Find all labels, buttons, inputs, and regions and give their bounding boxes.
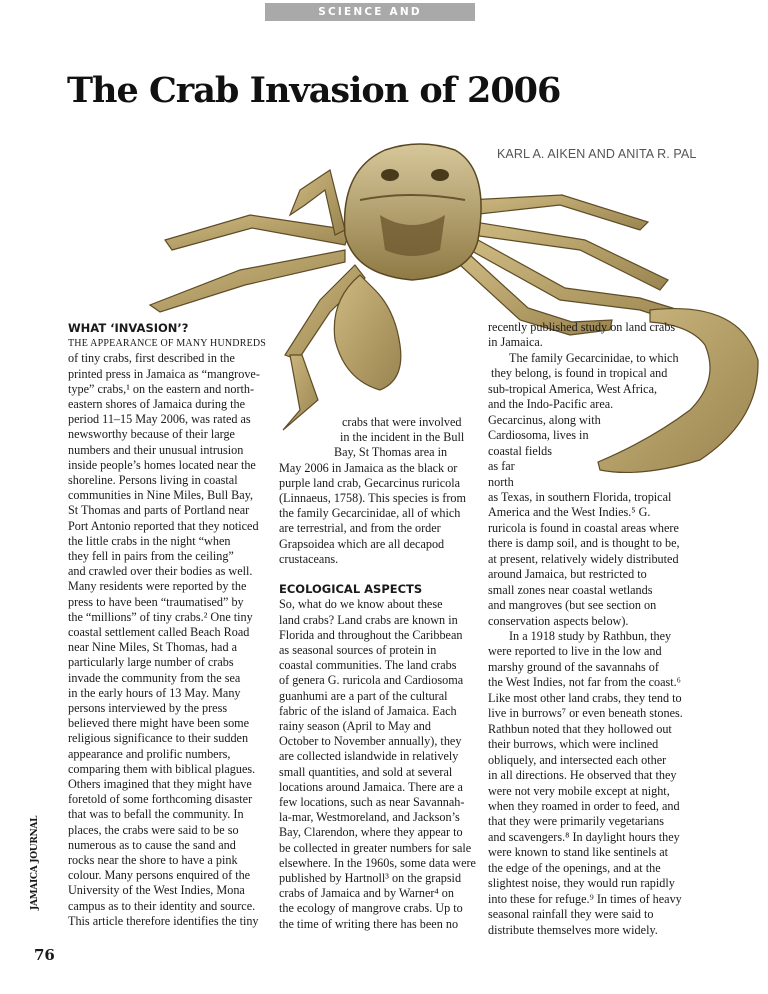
text-line: locations around Jamaica. There are a	[279, 779, 463, 794]
text-line: the family Gecarcinidae, all of which	[279, 506, 461, 521]
text-line: la-mar, Westmoreland, and Jackson’s	[279, 810, 460, 825]
text-line: slightest noise, they would run rapidly	[488, 876, 675, 891]
text-line: persons interviewed by the press	[68, 701, 228, 715]
article-authors: KARL A. AIKEN AND ANITA R. PAL	[497, 147, 697, 161]
text-line: purple land crab, Gecarcinus ruricola	[279, 475, 461, 490]
text-line: Port Antonio reported that they noticed	[68, 518, 259, 533]
text-line: and scavengers.⁸ In daylight hours they	[488, 829, 680, 844]
text-line: particularly large number of crabs	[68, 655, 234, 670]
text-line: THE APPEARANCE OF MANY HUNDREDS	[68, 338, 267, 350]
text-line: This article therefore identifies the tiny	[68, 913, 259, 928]
section-heading: WHAT ‘INVASION’?	[68, 321, 189, 335]
text-line: In a 1918 study by Rathbun, they	[509, 629, 672, 643]
text-line: coastal settlement called Beach Road	[68, 625, 250, 639]
text-line: elsewhere. In the 1960s, some data were	[279, 855, 476, 870]
text-line: and the Indo-Pacific area.	[488, 397, 614, 412]
text-line: Like most other land crabs, they tend to	[488, 690, 682, 705]
text-line: are terrestrial, and from the order	[279, 521, 441, 536]
text-line: obliquely, and intersected each other	[488, 752, 667, 767]
text-line: distribute themselves more widely.	[488, 922, 658, 937]
text-line: sub-tropical America, West Africa,	[488, 381, 658, 396]
text-line: rainy season (April to May and	[279, 719, 431, 733]
text-line: land crabs? Land crabs are known in	[279, 612, 458, 627]
text-line: are collected islandwide in relatively	[279, 749, 459, 764]
text-line: the little crabs in the night “when	[68, 533, 231, 548]
text-line: comparing them with biblical plagues.	[68, 761, 256, 776]
text-line: places, the crabs were said to be so	[68, 822, 239, 837]
text-line: Grapsoidea which are all decapod	[279, 536, 445, 551]
text-line: press to have been “traumatised” by	[68, 594, 244, 609]
text-line: crabs of Jamaica and by Warner⁴ on	[279, 886, 454, 901]
text-line: in the incident in the Bull	[340, 430, 465, 445]
text-line: ruricola is found in coastal areas where	[488, 520, 679, 535]
section-label: SCIENCE AND TECHNOLOGY	[265, 3, 475, 21]
text-line: seasonal rainfall they were said to	[488, 907, 654, 922]
text-line: printed press in Jamaica as “mangrove-	[68, 366, 260, 381]
text-line: the time of writing there has been no	[279, 916, 459, 931]
text-line: newsworthy because of their large	[68, 427, 235, 442]
text-line: published by Hartnoll³ on the grapsid	[279, 871, 462, 885]
text-line: Bay, St Thomas area in	[334, 445, 448, 460]
text-line: the West Indies, not far from the coast.⁶	[488, 675, 681, 690]
text-line: The family Gecarcinidae, to which	[509, 350, 679, 365]
text-line: numerous as to cause the sand and	[68, 837, 236, 852]
text-line: coastal communities. The land crabs	[279, 658, 457, 673]
text-line: were not very mobile except at night,	[488, 783, 670, 798]
text-line: they fell in pairs from the ceiling”	[68, 549, 234, 563]
text-line: Bay, Clarendon, where they appear to	[279, 825, 463, 840]
text-line: that they were primarily vegetarians	[488, 814, 664, 829]
text-line: small quantities, and sold at several	[279, 764, 453, 779]
text-line: live in burrows⁷ or even beneath stones.	[488, 706, 683, 721]
text-line: religious significance to their sudden	[68, 731, 249, 746]
text-line: Florida and throughout the Caribbean	[279, 627, 463, 642]
text-line: when they roamed in order to feed, and	[488, 798, 680, 813]
text-line: recently published study on land crabs	[488, 320, 676, 334]
journal-name-vertical: JAMAICA JOURNAL	[30, 815, 40, 910]
text-line: Others imagined that they might have	[68, 777, 252, 791]
text-line: shoreline. Persons living in coastal	[68, 473, 238, 487]
text-line: May 2006 in Jamaica as the black or	[279, 460, 458, 475]
text-line: the edge of the openings, and at the	[488, 860, 661, 875]
text-line: Cardiosoma, lives in	[488, 428, 589, 443]
article-title: The Crab Invasion of 2006	[67, 70, 561, 111]
text-line: America and the West Indies.⁵ G.	[488, 505, 651, 520]
text-line: crustaceans.	[279, 551, 339, 566]
text-line: few locations, such as near Savannah-	[279, 795, 465, 809]
text-line: guanhumi are a part of the cultural	[279, 688, 448, 703]
text-line: eastern shores of Jamaica during the	[68, 397, 245, 411]
text-line: that was to befall the community. In	[68, 807, 244, 822]
text-line: campus as to their identity and source.	[68, 898, 256, 913]
text-line: foretold of some forthcoming disaster	[68, 792, 253, 807]
section-heading: ECOLOGICAL ASPECTS	[279, 582, 423, 597]
text-line: (Linnaeus, 1758). This species is from	[279, 491, 466, 505]
text-line: coastal fields	[488, 443, 552, 458]
text-line: of genera G. ruricola and Cardiosoma	[279, 673, 464, 688]
text-line: as Texas, in southern Florida, tropical	[488, 489, 672, 504]
text-line: as far	[488, 459, 515, 474]
text-line: appearance and prolific numbers,	[68, 746, 231, 761]
text-line: communities in Nine Miles, Bull Bay,	[68, 488, 254, 503]
text-line: were reported to live in the low and	[488, 644, 662, 659]
text-line: Many residents were reported by the	[68, 579, 247, 594]
text-line: as seasonal sources of protein in	[279, 643, 437, 657]
text-line: into these for refuge.⁹ In times of heavy	[488, 891, 682, 906]
text-line: at present, relatively widely distributed	[488, 551, 679, 566]
text-line: in Jamaica.	[488, 335, 543, 350]
text-line: inside people’s homes located near the	[68, 457, 256, 472]
text-line: the ecology of mangrove crabs. Up to	[279, 901, 463, 916]
text-line: period 11–15 May 2006, was rated as	[68, 412, 251, 427]
text-line: and mangroves (but see section on	[488, 598, 657, 613]
text-line: crabs that were involved	[342, 415, 462, 429]
text-line: and crawled over their bodies as well.	[68, 564, 253, 579]
text-line: rocks near the shore to have a pink	[68, 853, 238, 867]
text-line: So, what do we know about these	[279, 597, 443, 612]
text-line: fabric of the island of Jamaica. Each	[279, 703, 457, 718]
text-line: near Nine Miles, St Thomas, had a	[68, 640, 238, 655]
text-line: numbers and their unusual intrusion	[68, 442, 244, 457]
text-line: were known to stand like sentinels at	[488, 845, 669, 860]
text-line: there is damp soil, and is thought to be,	[488, 536, 680, 551]
text-line: October to November annually), they	[279, 734, 462, 749]
text-line: be collected in greater numbers for sale	[279, 840, 472, 855]
text-line: north	[488, 474, 514, 489]
text-line: of tiny crabs, first described in the	[68, 351, 235, 366]
text-line: Rathbun noted that they hollowed out	[488, 721, 672, 736]
text-line: in the early hours of 13 May. Many	[68, 685, 241, 700]
text-line: small zones near coastal wetlands	[488, 582, 653, 597]
text-line: Gecarcinus, along with	[488, 412, 601, 427]
text-line: type” crabs,¹ on the eastern and north-	[68, 381, 255, 396]
page-number: 76	[34, 946, 55, 964]
text-line: believed there might have been some	[68, 716, 250, 731]
text-line: their burrows, which were inclined	[488, 737, 659, 752]
text-line: the “millions” of tiny crabs.² One tiny	[68, 609, 253, 624]
text-line: conservation aspects below).	[488, 613, 629, 628]
text-line: invade the community from the sea	[68, 670, 241, 685]
text-line: colour. Many persons enquired of the	[68, 868, 251, 883]
text-line: St Thomas and parts of Portland near	[68, 503, 250, 518]
text-line: they belong, is found in tropical and	[491, 366, 668, 381]
text-line: University of the West Indies, Mona	[68, 883, 245, 898]
text-line: in all directions. He observed that they	[488, 768, 677, 783]
text-line: around Jamaica, but restricted to	[488, 567, 647, 582]
text-line: marshy ground of the savannahs of	[488, 659, 659, 674]
